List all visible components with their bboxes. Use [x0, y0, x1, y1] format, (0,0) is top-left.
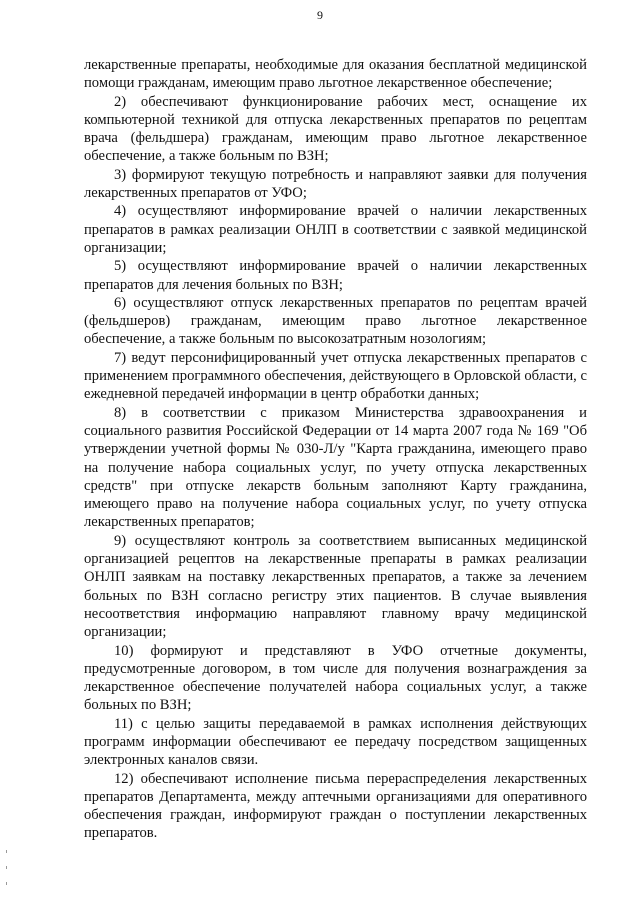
scan-artifact: [6, 882, 7, 885]
paragraph-continuation: лекарственные препараты, необходимые для оказания бесплатной медицинской помощи гражданам, имеющим право льготное лекарственное обеспечение;: [84, 57, 587, 92]
paragraph-item-2: 2) обеспечивают функционирование рабочих мест, оснащение их компьютерной техникой для отпуска лекарственных препаратов по рецептам врача (фельдшера) гражданам, имеющим право льготное лекарственное обеспечение, а также больным по ВЗН;: [84, 93, 587, 165]
document-body: [84, 56, 587, 843]
paragraph-item-12: 12) обеспечивают исполнение письма перераспределения лекарственных препаратов Департамента, между аптечными организациями для оперативного обеспечения граждан, информируют граждан о поступлении лекарственных препаратов.: [84, 770, 587, 842]
paragraph-item-8: 8) в соответствии с приказом Министерства здравоохранения и социального развития Российской Федерации от 14 марта 2007 года № 169 "Об утверждении учетной формы № 030-Л/у "Карта гражданина, имеющего право на получение набора социальных услуг, по учету отпуска лекарственных средств" при отпуске лекарств больным заполняют Карту гражданина, имеющего право на получение набора социальных услуг, по учету отпуска лекарственных препаратов;: [84, 404, 587, 531]
paragraph-item-10: 10) формируют и представляют в УФО отчетные документы, предусмотренные договором, в том числе для получения вознаграждения за лекарственное обеспечение получателей набора социальных услуг, а также больных по ВЗН;: [84, 642, 587, 714]
paragraph-item-3: 3) формируют текущую потребность и направляют заявки для получения лекарственных препаратов от УФО;: [84, 166, 587, 202]
paragraph-item-7: 7) ведут персонифицированный учет отпуска лекарственных препаратов с применением программного обеспечения, действующего в Орловской области, с ежедневной передачей информации в центр обработки данных;: [84, 349, 587, 403]
page-number: 9: [317, 8, 323, 22]
scan-artifact: [6, 850, 7, 853]
scan-artifact: [6, 866, 7, 869]
paragraph-item-4: 4) осуществляют информирование врачей о наличии лекарственных препаратов в рамках реализации ОНЛП в соответствии с заявкой медицинской организации;: [84, 203, 587, 256]
paragraph-item-5: 5) осуществляют информирование врачей о наличии лекарственных препаратов для лечения больных по ВЗН;: [84, 258, 587, 293]
paragraph-item-9: 9) осуществляют контроль за соответствием выписанных медицинской организацией рецептов на лекарственные препараты в рамках реализации ОНЛП заявкам на поставку лекарственных препаратов, а также за лечением больных по ВЗН согласно регистру этих пациентов. В случае выявления несоответствия информацию направляют главному врачу медицинской организации;: [84, 532, 587, 641]
paragraph-item-11: 11) с целью защиты передаваемой в рамках исполнения действующих программ информации обеспечивают ее передачу посредством защищенных электронных каналов связи.: [84, 715, 587, 769]
paragraph-item-6: 6) осуществляют отпуск лекарственных препаратов по рецептам врачей (фельдшеров) гражданам, имеющим право льготное лекарственное обеспечение, а также больным по высокозатратным нозологиям;: [84, 294, 587, 348]
